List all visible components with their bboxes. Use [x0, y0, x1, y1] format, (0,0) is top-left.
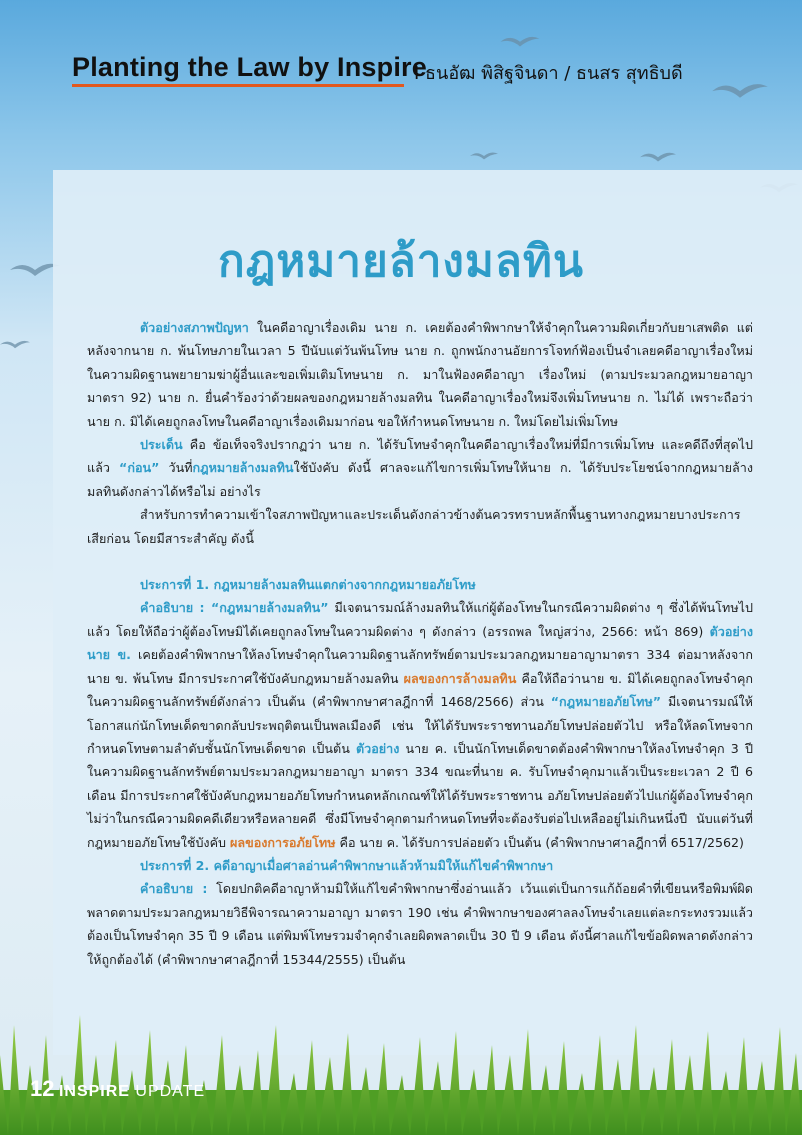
title-underline: [72, 84, 404, 87]
bird-icon: [710, 80, 770, 100]
bird-icon: [500, 34, 540, 48]
term-pardon: “กฎหมายอภัยโทษ”: [550, 694, 662, 710]
term-amnesty: “กฎหมายล้างมลทิน”: [204, 600, 329, 616]
section-1-body: คำอธิบาย : “กฎหมายล้างมลทิน” มีเจตนารมณ์ล้างมลทินให้แก่ผู้ต้องโทษในกรณีความผิดต่าง ๆ ซึ่งได้พ้นโทษไปแล้ว โดยให้ถือว่าผู้ต้องโทษมิได้เคยถูกลงโทษในความผิดต่าง ๆ ดังกล่าว (อรรถพล ใหญ่สว่าง, 2566: หน้า 869) ตัวอย่าง นาย ข. เคยต้องคำพิพากษาให้ลงโทษจำคุกในความผิดฐานลักทรัพย์ตามประมวลกฎหมายอาญามาตรา 334 ต่อมาหลังจาก นาย ข. พ้นโทษ มีการประกาศใช้บังคับกฎหมายล้างมลทิน ผลของการล้างมลทิน คือให้ถือว่านาย ข. มิได้เคยถูกลงโทษจำคุกในความผิดฐานลักทรัพย์ดังกล่าว เป็นต้น (คำพิพากษาศาลฎีกาที่ 1468/2566) ส่วน “กฎหมายอภัยโทษ” มีเจตนารมณ์ให้โอกาสแก่นักโทษเด็ดขาดกลับประพฤติตนเป็นพลเมืองดี เช่น ให้ได้รับพระราชทานอภัยโทษปล่อยตัวไป หรือให้ลดโทษจากกำหนดโทษตามลำดับชั้นนักโทษเด็ดขาด เป็นต้น ตัวอย่าง นาย ค. เป็นนักโทษเด็ดขาดต้องคำพิพากษาให้ลงโทษจำคุก 3 ปี ในความผิดฐานลักทรัพย์ตามประมวลกฎหมายอาญา มาตรา 334 ขณะที่นาย ค. รับโทษจำคุกมาแล้วเป็นระยะเวลา 2 ปี 6 เดือน มีการประกาศใช้บังคับกฎหมายอภัยโทษกำหนดหลักเกณฑ์ให้ได้รับพระราชทาน อภัยโทษปล่อยตัวไปแก่ผู้ต้องโทษจำคุก ไม่ว่าในกรณีความผิดคดีเดียวหรือหลายคดี ซึ่งมีโทษจำคุกตามกำหนดโทษที่จะต้องรับต่อไปเหลืออยู่ไม่เกินหนึ่งปี นับแต่วันที่กฎหมายอภัยโทษใช้บังคับ ผลของการอภัยโทษ คือ นาย ค. ได้รับการปล่อยตัว เป็นต้น (คำพิพากษาศาลฎีกาที่ 6517/2562): [87, 600, 753, 850]
effect-label: ผลของการล้างมลทิน: [403, 670, 517, 686]
article-title: กฎหมายล้างมลทิน: [218, 236, 584, 287]
bird-icon: [0, 338, 30, 350]
paragraph-problem: ตัวอย่างสภาพปัญหา ในคดีอาญาเรื่องเดิม นาย ก. เคยต้องคำพิพากษาให้จำคุกในความผิดเกี่ยวกับยาเสพติด แต่หลังจากนาย ก. พ้นโทษภายในเวลา 5 ปีนับแต่วันพ้นโทษ นาย ก. ถูกพนักงานอัยการโจทก์ฟ้องเป็นจำเลยคดีอาญาเรื่องใหม่ในความผิดฐานพยายามฆ่าผู้อื่นและขอเพิ่มเติมโทษนาย ก. มาในฟ้องคดีอาญา เรื่องใหม่ (ตามประมวลกฎหมายอาญา มาตรา 92) นาย ก. ยื่นคำร้องว่าด้วยผลของกฎหมายล้างมลทิน ในคดีอาญาเรื่องใหม่จึงเพิ่มโทษนาย ก. ไม่ได้ เพราะถือว่านาย ก. มิได้เคยถูกลงโทษในคดีอาญาเรื่องเดิมมาก่อน ขอให้กำหนดโทษนาย ก. ใหม่โดยไม่เพิ่มโทษ: [87, 320, 753, 429]
paragraph-intro: สำหรับการทำความเข้าใจสภาพปัญหาและประเด็นดังกล่าวข้างต้นควรทราบหลักพื้นฐานทางกฎหมายบางประการเสียก่อน โดยมีสาระสำคัญ ดังนี้: [87, 507, 741, 546]
quote-before: “ก่อน”: [119, 460, 160, 476]
label-problem: ตัวอย่างสภาพปัญหา: [140, 320, 249, 335]
page-number: 12: [30, 1076, 55, 1101]
paragraph-issue: ประเด็น คือ ข้อเท็จจริงปรากฏว่า นาย ก. ได้รับโทษจำคุกในคดีอาญาเรื่องใหม่ที่มีการเพิ่มโทษ และคดีถึงที่สุดไปแล้ว “ก่อน” วันที่กฎหมายล้างมลทินใช้บังคับ ดังนี้ ศาลจะแก้ไขการเพิ่มโทษให้นาย ก. ได้รับประโยชน์จากกฎหมายล้างมลทินดังกล่าวได้หรือไม่ อย่างไร: [87, 437, 753, 499]
grass-illustration: [0, 995, 802, 1135]
example-label: ตัวอย่าง: [355, 740, 400, 756]
example-label: ตัวอย่าง นาย ข.: [87, 623, 753, 663]
section-2-body: คำอธิบาย : โดยปกติคดีอาญาห้ามมิให้แก้ไขคำพิพากษาซึ่งอ่านแล้ว เว้นแต่เป็นการแก้ถ้อยคำที่เขียนหรือพิมพ์ผิดพลาดตามประมวลกฎหมายวิธีพิจารณาความอาญา มาตรา 190 เช่น คำพิพากษาของศาลลงโทษจำเลยแต่ละกระทงรวมแล้วต้องเป็นโทษจำคุก 35 ปี 9 เดือน แต่พิมพ์โทษรวมจำคุกจำเลยผิดพลาดเป็น 30 ปี 9 เดือน ดังนี้ศาลแก้ไขข้อผิดพลาดดังกล่าวให้ถูกต้องได้ (คำพิพากษาศาลฎีกาที่ 15344/2555) เป็นต้น: [87, 881, 753, 967]
label-issue: ประเด็น: [140, 437, 183, 453]
section-1-heading: ประการที่ 1. กฎหมายล้างมลทินแตกต่างจากกฎหมายอภัยโทษ: [140, 577, 476, 593]
series-title: Planting the Law by Inspire: [72, 52, 427, 82]
term-amnesty-law: กฎหมายล้างมลทิน: [192, 460, 294, 476]
bird-icon: [470, 150, 498, 161]
section-2-heading: ประการที่ 2. คดีอาญาเมื่อศาลอ่านคำพิพากษาแล้วห้ามมิให้แก้ไขคำพิพากษา: [140, 857, 554, 873]
author-line: I ธนอัฒ พิสิฐจินดา / ธนสร สุทธิบดี: [414, 63, 683, 84]
page-footer: [30, 1076, 205, 1102]
bird-icon: [640, 150, 676, 163]
article-body: [87, 316, 753, 971]
effect-label: ผลของการอภัยโทษ: [230, 834, 336, 850]
magazine-brand: INSPIRE UPDATE: [58, 1083, 206, 1100]
